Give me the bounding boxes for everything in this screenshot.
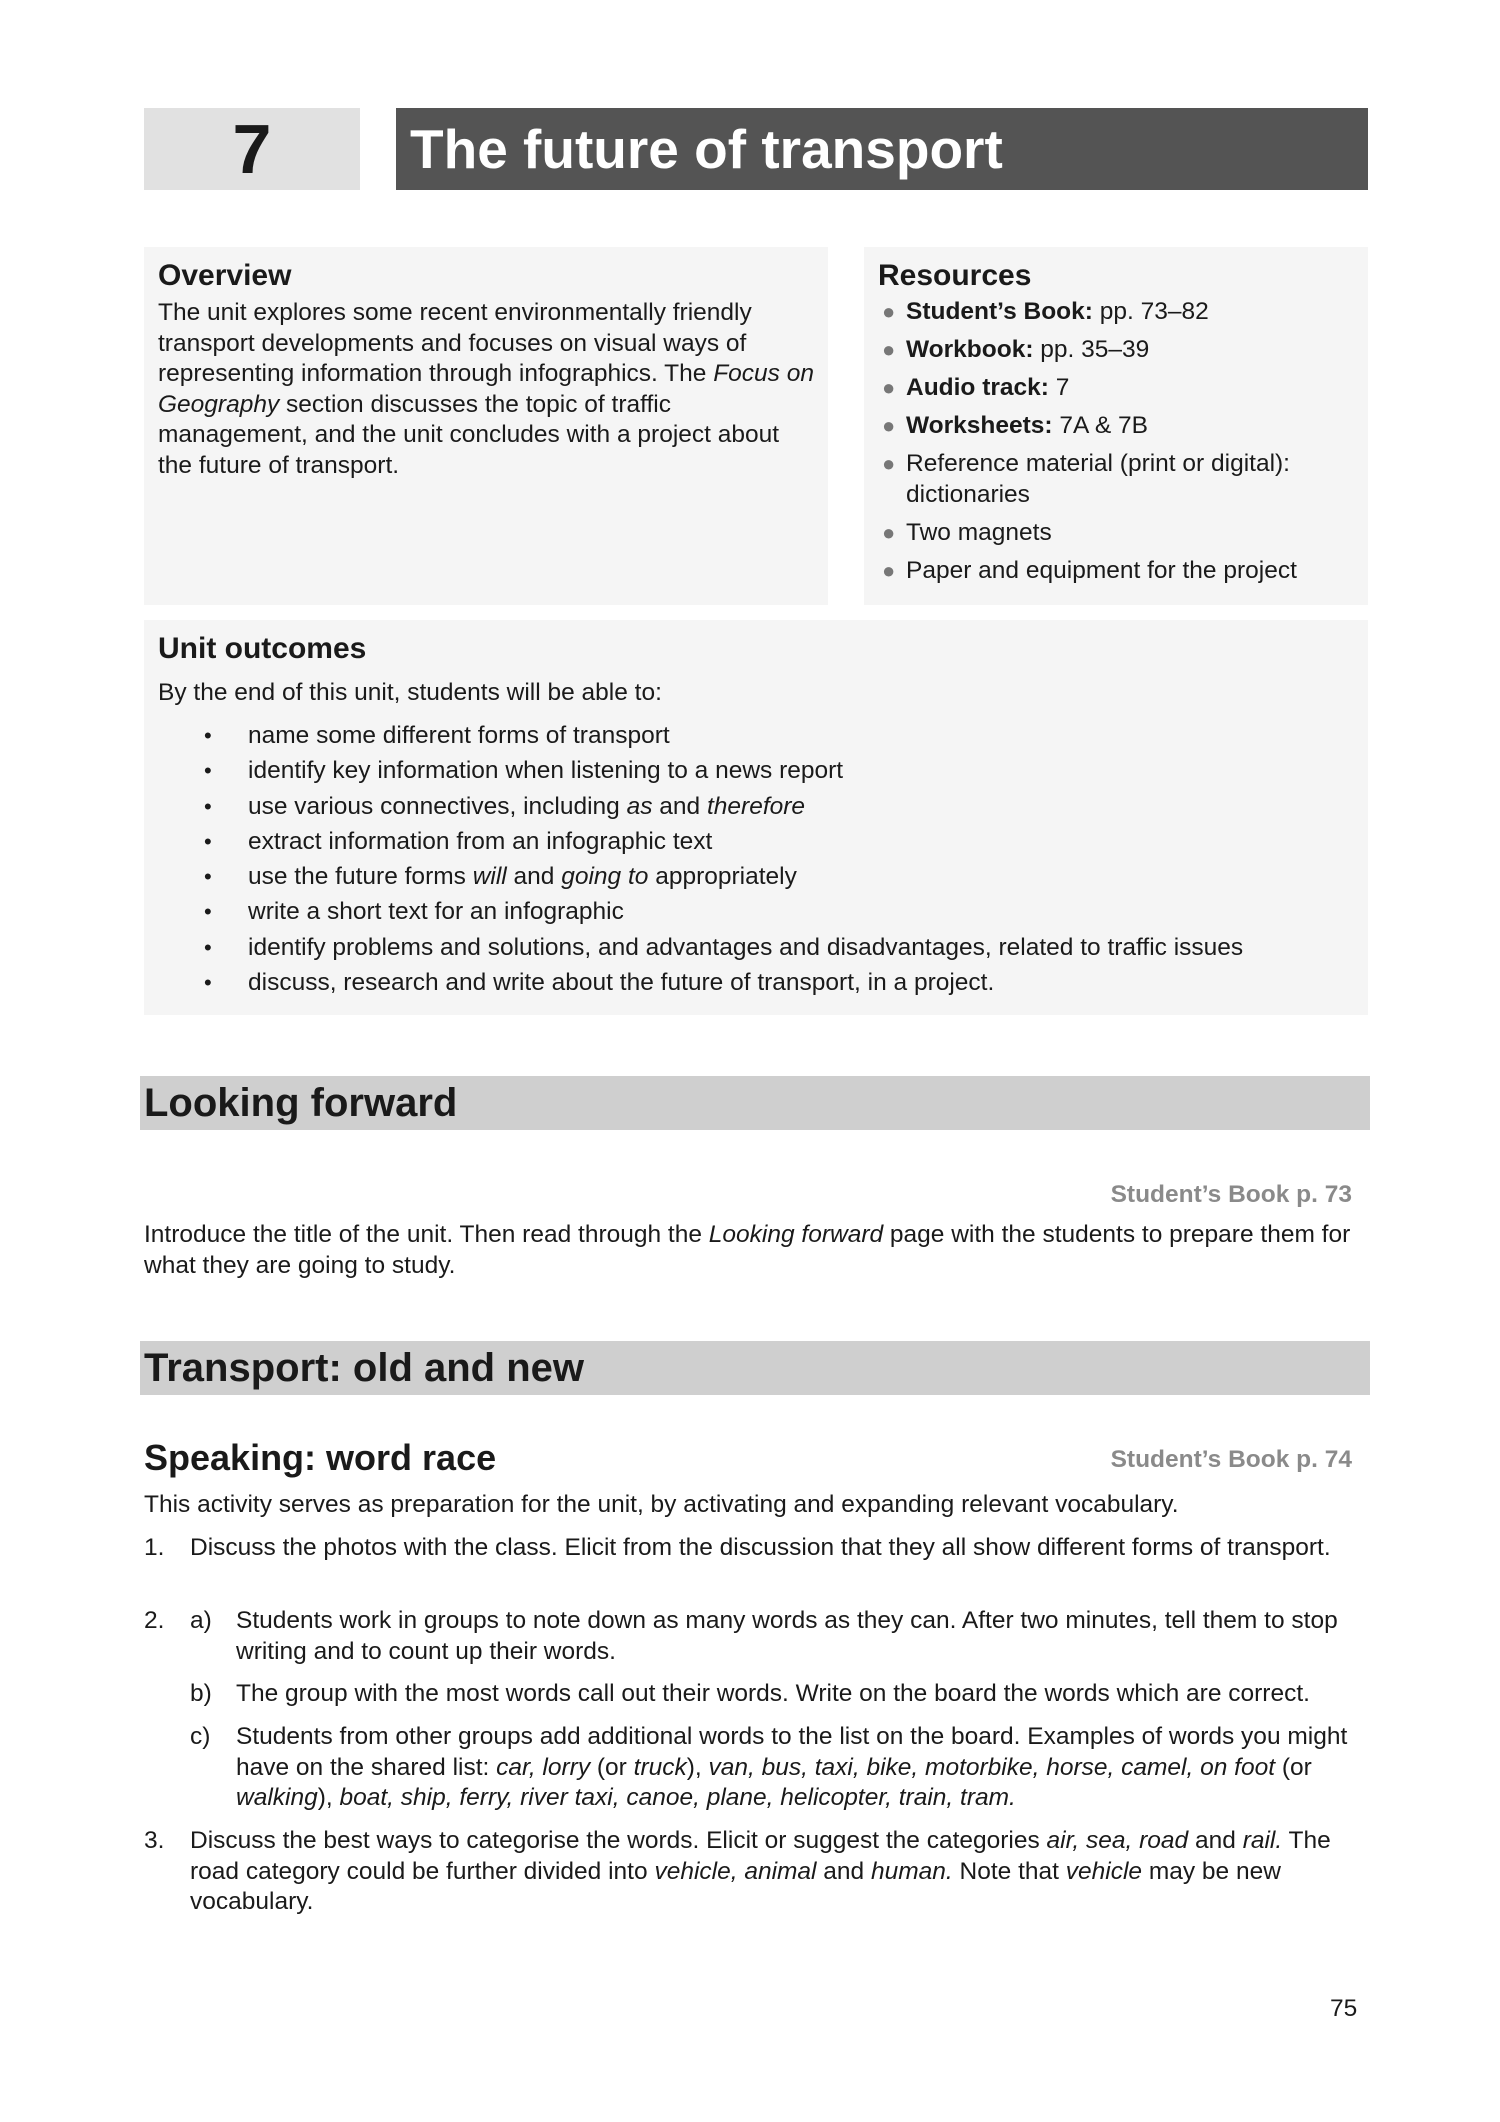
speaking-intro: This activity serves as preparation for the unit, by activating and expanding relevant vocabulary. — [144, 1491, 1179, 1518]
outcomes-heading: Unit outcomes — [158, 632, 367, 665]
step-3 — [144, 1826, 1374, 1918]
bullet-icon: ● — [882, 375, 896, 400]
step-text: Students work in groups to note down as many words as they can. After two minutes, tell them to stop writing and to count up their words. — [236, 1607, 1338, 1665]
step-2c — [144, 1722, 1374, 1814]
list-item: ● Workbook: pp. 35–39 — [878, 335, 1354, 366]
list-item: • use the future forms will and going to appropriately — [158, 859, 1354, 894]
bullet-icon: • — [204, 758, 212, 784]
bullet-icon: • — [204, 723, 212, 748]
bullet-icon: • — [204, 864, 212, 890]
list-item: • write a short text for an infographic — [158, 894, 1354, 929]
page-number: 75 — [1330, 1995, 1358, 2022]
step-text: The group with the most words call out their words. Write on the board the words which are correct. — [236, 1680, 1310, 1707]
list-item: ● Paper and equipment for the project — [878, 556, 1354, 587]
list-item: • name some different forms of transport — [158, 718, 1354, 753]
sub-step-letter: b) — [190, 1680, 212, 1707]
bullet-icon: • — [204, 828, 212, 854]
resources-list — [878, 297, 1354, 586]
students-book-reference: Student’s Book p. 74 — [1110, 1446, 1352, 1473]
list-item: • identify problems and solutions, and advantages and disadvantages, related to traffic issues — [158, 930, 1354, 965]
bullet-icon: ● — [882, 451, 896, 476]
bullet-icon: ● — [882, 413, 896, 438]
list-item: ● Audio track: 7 — [878, 373, 1354, 404]
bullet-icon: ● — [882, 519, 896, 545]
unit-number: 7 — [144, 108, 360, 190]
resources-panel — [864, 247, 1368, 605]
section-heading-transport: Transport: old and new — [140, 1341, 1370, 1395]
step-2b — [144, 1679, 1374, 1710]
bullet-icon: • — [204, 899, 212, 925]
overview-text: The unit explores some recent environmentally friendly transport developments and focuses on visual ways of representing information through infographics. The Focus on Geography section discusses the topic of traffic management, and the unit concludes with a project about the future of transport. — [158, 299, 814, 479]
outcomes-intro: By the end of this unit, students will be able to: — [158, 679, 662, 706]
step-text: Students from other groups add additional words to the list on the board. Examples of words you might have on the shared list: car, lorry (or truck), van, bus, taxi, bike, motorbike, horse, camel, on foot (or walking), boat, ship, ferry, river taxi, canoe, plane, helicopter, train, tram. — [236, 1723, 1348, 1811]
list-item: ● Worksheets: 7A & 7B — [878, 411, 1354, 442]
students-book-reference: Student’s Book p. 73 — [1110, 1181, 1352, 1208]
list-item: • use various connectives, including as and therefore — [158, 789, 1354, 824]
bullet-icon: • — [204, 793, 212, 819]
list-item: • identify key information when listening to a news report — [158, 753, 1354, 788]
looking-forward-paragraph: Introduce the title of the unit. Then read through the Looking forward page with the students to prepare them for what they are going to study. — [144, 1221, 1351, 1279]
list-item: • discuss, research and write about the future of transport, in a project. — [158, 965, 1354, 1000]
bullet-icon: ● — [882, 299, 896, 324]
outcomes-panel — [144, 620, 1368, 1015]
section-heading-looking-forward: Looking forward — [140, 1076, 1370, 1130]
outcomes-list — [158, 718, 1354, 1000]
list-item: • extract information from an infographic text — [158, 824, 1354, 859]
list-item: ● Two magnets — [878, 518, 1354, 549]
step-number: 2. — [144, 1607, 165, 1634]
step-number: 1. — [144, 1534, 165, 1561]
unit-title: The future of transport — [396, 108, 1368, 190]
bullet-icon: ● — [882, 557, 896, 583]
bullet-icon: • — [204, 970, 212, 996]
bullet-icon: ● — [882, 337, 896, 362]
overview-heading: Overview — [158, 259, 292, 292]
step-number: 3. — [144, 1827, 165, 1854]
list-item: ● Student’s Book: pp. 73–82 — [878, 297, 1354, 328]
step-1 — [144, 1533, 1374, 1564]
speaking-heading: Speaking: word race — [144, 1437, 497, 1478]
overview-panel — [144, 247, 828, 605]
step-text: Discuss the best ways to categorise the words. Elicit or suggest the categories air, sea, road and rail. The road category could be further divided into vehicle, animal and human. Note that vehicle may be new vocabulary. — [190, 1827, 1331, 1915]
resources-heading: Resources — [878, 259, 1032, 292]
sub-step-letter: c) — [190, 1723, 211, 1750]
sub-step-letter: a) — [190, 1607, 212, 1634]
step-text: Discuss the photos with the class. Elicit from the discussion that they all show different forms of transport. — [190, 1534, 1331, 1561]
bullet-icon: • — [204, 934, 212, 960]
list-item: ● Reference material (print or digital): dictionaries — [882, 450, 1290, 508]
step-2a — [144, 1606, 1374, 1667]
